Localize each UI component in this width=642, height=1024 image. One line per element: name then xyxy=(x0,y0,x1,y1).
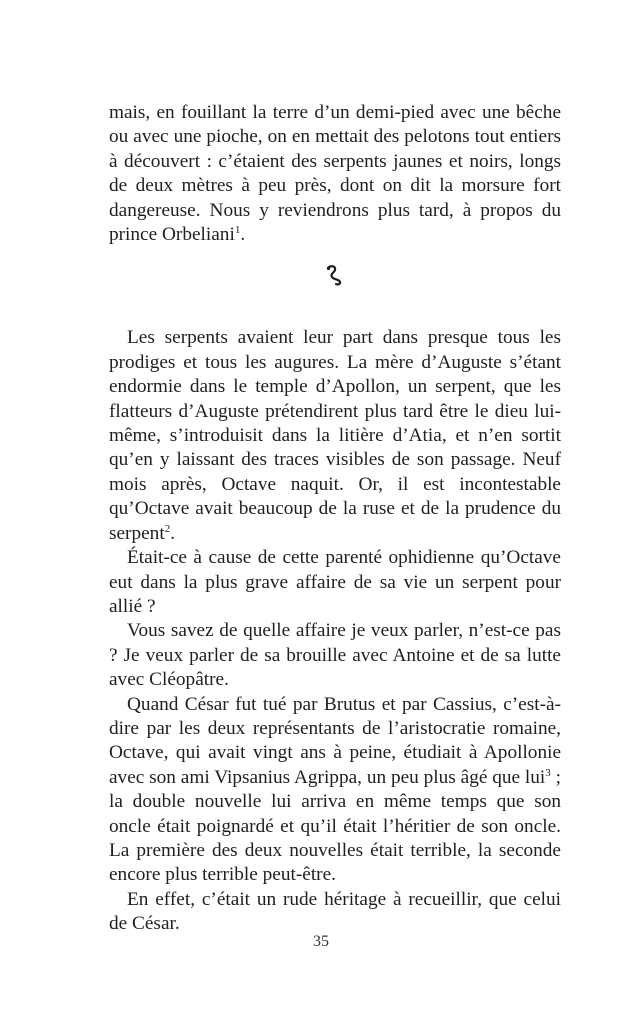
footnote-ref-1: 1 xyxy=(234,224,241,237)
paragraph-3: Était-ce à cause de cette parenté ophidienne qu’Octave eut dans la plus grave affaire de sa vie un serpent pour allié ? xyxy=(109,547,561,617)
page-number: 35 xyxy=(313,933,329,950)
serpent-ornament-icon xyxy=(325,264,345,286)
paragraph-5: Quand César fut tué par Brutus et par Cassius, c’est-à-dire par les deux représentants de l’aristocratie romaine, Octave, qui avait vingt ans à peine, étudiait à Apollonie avec son ami Vipsanius Agrippa, un peu plus âgé que lui$^3$ ; la double nouvelle lui arriva en même temps que son oncle était poignardé et qu’il était l’héritier de son oncle. La première des deux nouvelles était terrible, la seconde encore plus terrible peut-être. xyxy=(109,693,561,886)
paragraph-2: Les serpents avaient leur part dans presque tous les prodiges et tous les augures. La mère d’Auguste s’étant endormie dans le temple d’Apollon, un serpent, que les flatteurs d’Auguste prétendirent plus tard être le dieu lui-même, s’introduisit dans la litière d’Atia, et n’en sortit qu’en y laissant des traces visibles de son passage. Neuf mois après, Octave naquit. Or, il est incontestable qu’Octave avait beaucoup de la ruse et de la prudence du serpent$^2$. xyxy=(109,327,561,544)
footnote-ref-2: 2 xyxy=(164,522,171,535)
paragraph-4: Vous savez de quelle affaire je veux parler, n’est-ce pas ? Je veux parler de sa brouille avec Antoine et de sa lutte avec Cléopâtre. xyxy=(109,620,561,691)
page-body xyxy=(109,101,561,937)
footnote-ref-3: 3 xyxy=(545,766,551,779)
paragraph-1: mais, en fouillant la terre d’un demi-pied avec une bêche ou avec une pioche, on en mettait des pelotons tout entiers à découvert : c’étaient des serpents jaunes et noirs, longs de deux mètres à peu près, dont on dit la morsure fort dangereuse. Nous y reviendrons plus tard, à propos du prince Orbeliani$^1$. xyxy=(109,102,561,246)
paragraph-6: En effet, c’était un rude héritage à recueillir, que celui de César. xyxy=(109,888,561,935)
section-ornament xyxy=(109,264,561,304)
